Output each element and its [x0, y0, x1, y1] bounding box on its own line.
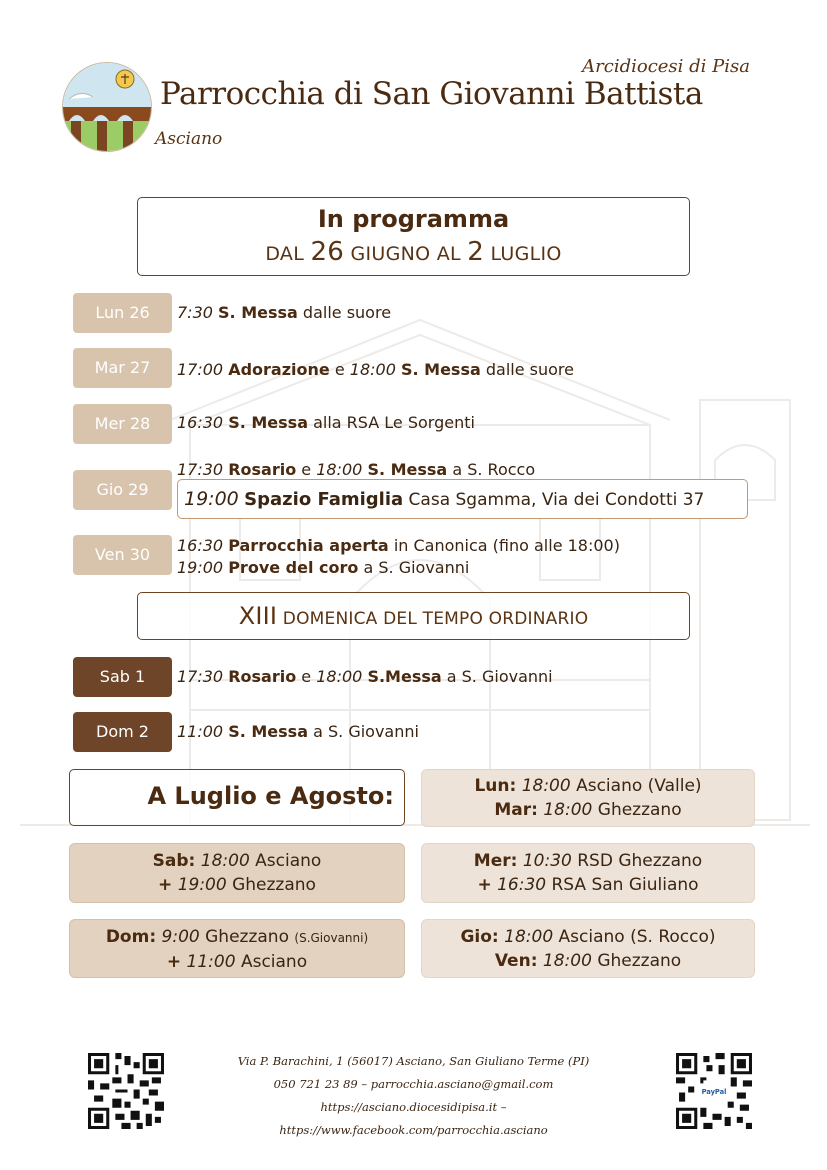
event-conjunction: e: [334, 360, 345, 379]
event-name: S. Messa: [400, 360, 481, 379]
event-place: in Canonica (fino alle 18:00): [393, 536, 620, 555]
event-line-sab: [177, 667, 553, 686]
qr-code-website-icon[interactable]: [88, 1053, 164, 1129]
event-name: S. Messa: [367, 460, 448, 479]
schedule-place: RSD Ghezzano: [577, 851, 703, 871]
schedule-line: [422, 873, 754, 897]
date-start-day: 26: [310, 237, 345, 267]
logo-aqueduct-icon: [63, 63, 151, 151]
event-name: Spazio Famiglia: [244, 489, 404, 510]
parish-logo: [62, 62, 152, 152]
event-line-ven-1: [177, 536, 620, 555]
program-date-range: [138, 237, 689, 267]
schedule-place: Ghezzano: [205, 927, 289, 947]
schedule-mer: [421, 843, 755, 903]
event-line-mer: [177, 413, 475, 432]
event-name: S. Messa: [218, 303, 298, 322]
date-prefix: DAL: [265, 243, 305, 265]
event-name: Rosario: [228, 460, 297, 479]
event-line-mar: [177, 360, 574, 379]
schedule-line: [422, 849, 754, 873]
schedule-line: [422, 925, 754, 949]
schedule-time: 11:00: [186, 952, 236, 972]
event-place: dalle suore: [302, 303, 392, 322]
schedule-place: Ghezzano: [597, 800, 682, 820]
summer-schedule-title: A Luglio e Agosto:: [147, 782, 394, 810]
event-time: 17:30: [177, 667, 224, 686]
schedule-line: [422, 949, 754, 973]
day-tag-sab: Sab 1: [73, 657, 172, 697]
schedule-day: Gio:: [460, 927, 499, 947]
event-place: Casa Sgamma, Via dei Condotti 37: [408, 490, 705, 510]
schedule-line: [70, 873, 404, 897]
event-place: a S. Giovanni: [446, 667, 553, 686]
event-time: 18:00: [349, 360, 396, 379]
event-name: S.Messa: [367, 667, 442, 686]
summer-schedule-title-box: [69, 769, 405, 826]
footer-contact-line[interactable]: 050 721 23 89 – parrocchia.asciano@gmail.com: [273, 1077, 554, 1091]
schedule-place: Asciano (S. Rocco): [558, 927, 716, 947]
town-name: Asciano: [155, 129, 223, 149]
schedule-line: [422, 774, 754, 798]
footer-links[interactable]: https://asciano.diocesidipisa.it – https://www.facebook.com/parrocchia.asciano: [279, 1100, 548, 1137]
event-time: 11:00: [177, 722, 224, 741]
day-tag-ven: Ven 30: [73, 535, 172, 575]
event-time: 16:30: [177, 536, 224, 555]
schedule-place: Asciano: [240, 952, 308, 972]
schedule-dom: [69, 919, 405, 978]
schedule-time: 19:00: [177, 875, 227, 895]
schedule-time: 18:00: [504, 927, 554, 947]
liturgical-sunday-title: [138, 602, 689, 630]
schedule-time: 10:30: [522, 851, 572, 871]
event-time: 18:00: [316, 667, 363, 686]
event-time: 19:00: [184, 488, 239, 510]
event-line-gio: [177, 460, 535, 479]
schedule-plus: +: [166, 952, 182, 972]
event-name: Rosario: [228, 667, 297, 686]
event-line-lun: [177, 303, 391, 322]
schedule-time: 9:00: [161, 927, 200, 947]
event-time: 17:00: [177, 360, 224, 379]
schedule-line: [422, 798, 754, 822]
event-line-ven-2: [177, 558, 469, 577]
sunday-roman-numeral: XIII: [238, 602, 278, 630]
schedule-gio-ven: [421, 919, 755, 978]
family-event-text: [184, 488, 704, 510]
schedule-day: Sab:: [152, 851, 196, 871]
schedule-day: Lun:: [474, 776, 517, 796]
schedule-line: [70, 950, 404, 974]
footer-contact: [190, 1050, 637, 1142]
sunday-name: DOMENICA DEL TEMPO ORDINARIO: [282, 609, 589, 629]
diocese-name: Arcidiocesi di Pisa: [582, 56, 750, 77]
schedule-place: RSA San Giuliano: [551, 875, 699, 895]
event-place: a S. Giovanni: [313, 722, 419, 741]
schedule-day: Dom:: [105, 927, 157, 947]
event-place: alla RSA Le Sorgenti: [313, 413, 475, 432]
event-place: a S. Giovanni: [363, 558, 470, 577]
schedule-sab: [69, 843, 405, 903]
schedule-day: Mer:: [473, 851, 518, 871]
date-suffix: LUGLIO: [490, 243, 562, 265]
date-end-day: 2: [467, 237, 485, 267]
schedule-place: Ghezzano: [232, 875, 316, 895]
event-time: 7:30: [177, 303, 213, 322]
day-tag-lun: Lun 26: [73, 293, 172, 333]
schedule-plus: +: [477, 875, 492, 895]
schedule-place: Asciano: [255, 851, 322, 871]
schedule-place: Asciano (Valle): [576, 776, 702, 796]
schedule-day: Ven:: [494, 951, 538, 971]
schedule-time: 18:00: [521, 776, 571, 796]
qr-code-paypal-icon[interactable]: [676, 1053, 752, 1129]
event-time: 18:00: [316, 460, 363, 479]
schedule-time: 16:30: [497, 875, 547, 895]
day-tag-mar: Mar 27: [73, 348, 172, 388]
schedule-line: [70, 849, 404, 873]
event-time: 19:00: [177, 558, 224, 577]
event-line-dom: [177, 722, 419, 741]
schedule-time: 18:00: [543, 800, 593, 820]
event-name: Parrocchia aperta: [228, 536, 389, 555]
event-name: S. Messa: [228, 413, 308, 432]
footer-address: Via P. Barachini, 1 (56017) Asciano, San Giuliano Terme (PI): [237, 1054, 590, 1068]
family-event-highlight: [177, 479, 748, 519]
liturgical-sunday-box: [137, 592, 690, 640]
schedule-plus: +: [158, 875, 173, 895]
schedule-time: 18:00: [200, 851, 250, 871]
event-name: Adorazione: [228, 360, 330, 379]
event-time: 16:30: [177, 413, 224, 432]
event-conjunction: e: [301, 460, 312, 479]
event-place: dalle suore: [485, 360, 574, 379]
schedule-time: 18:00: [542, 951, 592, 971]
program-header-box: [137, 197, 690, 276]
event-name: Prove del coro: [228, 558, 359, 577]
day-tag-dom: Dom 2: [73, 712, 172, 752]
schedule-place-detail: (S.Giovanni): [294, 931, 369, 945]
schedule-line: [70, 925, 404, 950]
program-title: In programma: [317, 205, 510, 233]
event-time: 17:30: [177, 460, 224, 479]
paypal-label: PayPal: [701, 1088, 727, 1097]
schedule-lun-mar: [421, 769, 755, 827]
day-tag-mer: Mer 28: [73, 404, 172, 444]
event-place: a S. Rocco: [452, 460, 536, 479]
day-tag-gio: Gio 29: [73, 470, 172, 510]
schedule-day: Mar:: [494, 800, 538, 820]
schedule-place: Ghezzano: [597, 951, 682, 971]
event-name: S. Messa: [228, 722, 308, 741]
parish-title: Parrocchia di San Giovanni Battista: [160, 76, 703, 112]
event-conjunction: e: [301, 667, 312, 686]
date-middle: GIUGNO AL: [350, 243, 461, 265]
